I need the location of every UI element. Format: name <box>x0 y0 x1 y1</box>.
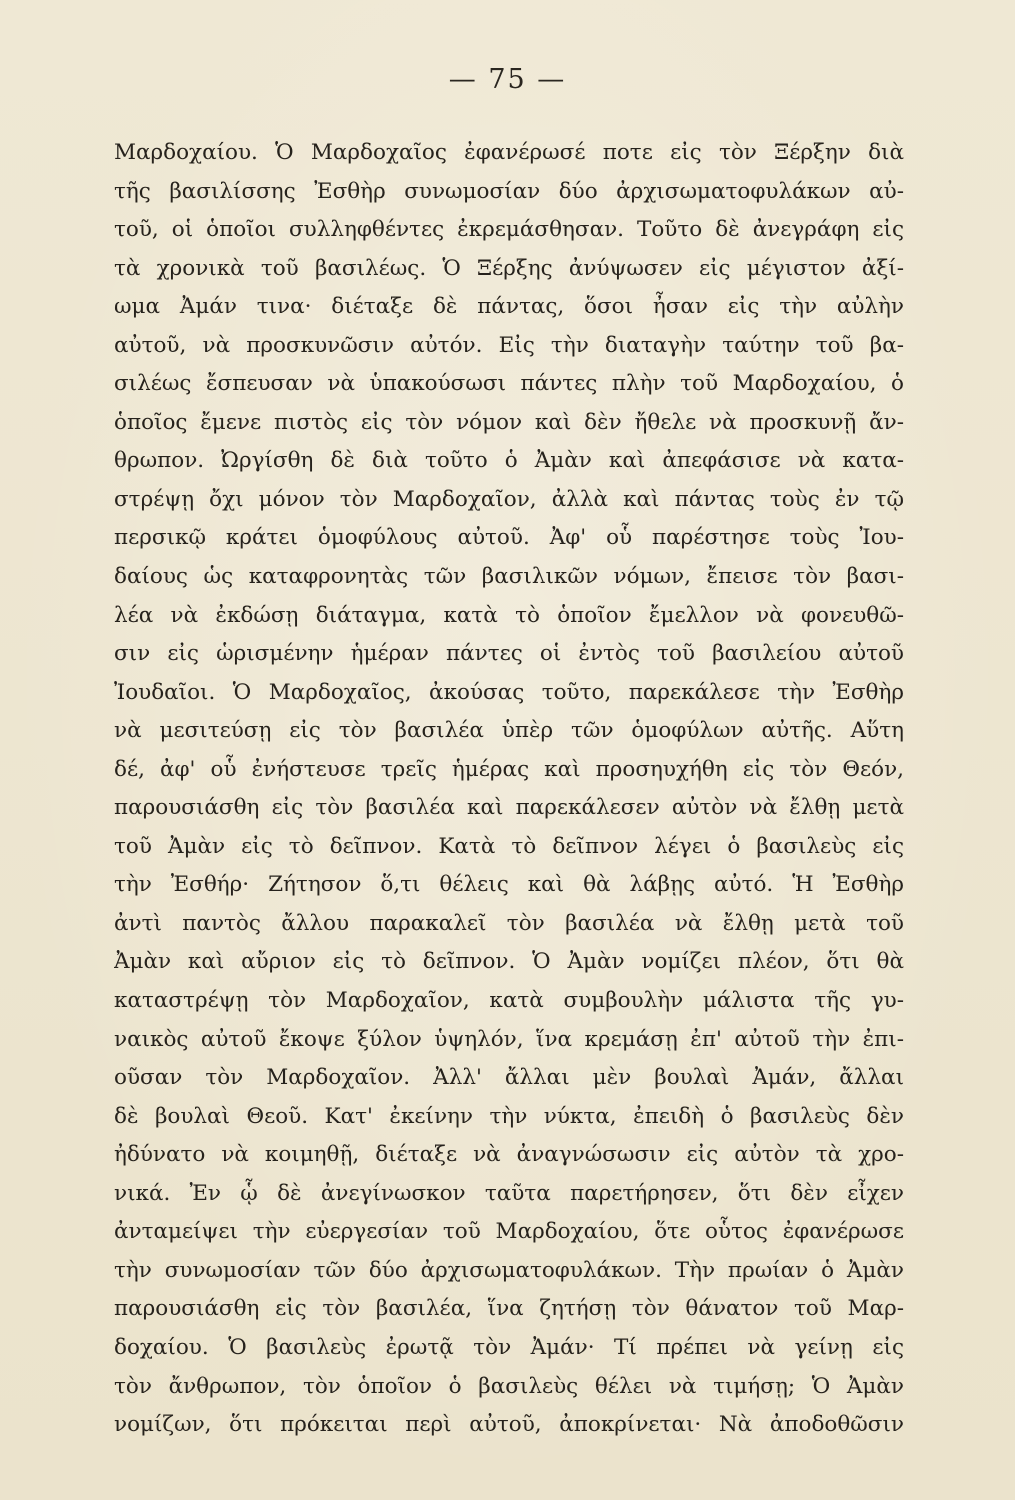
text-line: παρουσιάσθη εἰς τὸν βασιλέα καὶ παρεκάλεσεν αὐτὸν νὰ ἔλθῃ μετὰ <box>114 795 904 821</box>
body-text <box>114 134 904 1445</box>
text-line: παρουσιάσθη εἰς τὸν βασιλέα, ἵνα ζητήσῃ τὸν θάνατον τοῦ Μαρ- <box>114 1296 904 1322</box>
text-line: τὴν συνωμοσίαν τῶν δύο ἀρχισωματοφυλάκων. Τὴν πρωίαν ὁ Ἀμὰν <box>114 1257 904 1283</box>
text-line: καταστρέψῃ τὸν Μαρδοχαῖον, κατὰ συμβουλὴν μάλιστα τῆς γυ- <box>114 988 904 1014</box>
text-line: τὸν ἄνθρωπον, τὸν ὁποῖον ὁ βασιλεὺς θέλει νὰ τιμήσῃ; Ὁ Ἀμὰν <box>114 1373 904 1399</box>
text-line: τοῦ, οἱ ὁποῖοι συλληφθέντες ἐκρεμάσθησαν. Τοῦτο δὲ ἀνεγράφη εἰς <box>114 217 904 243</box>
text-line: Ἀμὰν καὶ αὔριον εἰς τὸ δεῖπνον. Ὁ Ἀμὰν νομίζει πλέον, ὅτι θὰ <box>114 949 904 975</box>
text-line: σιν εἰς ὡρισμένην ἡμέραν πάντες οἱ ἐντὸς τοῦ βασιλείου αὐτοῦ <box>114 641 904 667</box>
text-line: Μαρδοχαίου. Ὁ Μαρδοχαῖος ἐφανέρωσέ ποτε εἰς τὸν Ξέρξην διὰ <box>114 140 904 165</box>
text-line: περσικῷ κράτει ὁμοφύλους αὐτοῦ. Ἀφ' οὗ παρέστησε τοὺς Ἰου- <box>114 525 904 551</box>
text-line: ἠδύνατο νὰ κοιμηθῇ, διέταξε νὰ ἀναγνώσωσιν εἰς αὐτὸν τὰ χρο- <box>114 1142 904 1168</box>
text-line: θρωπον. Ὠργίσθη δὲ διὰ τοῦτο ὁ Ἀμὰν καὶ ἀπεφάσισε νὰ κατα- <box>114 448 904 474</box>
text-line: τὰ χρονικὰ τοῦ βασιλέως. Ὁ Ξέρξης ἀνύψωσεν εἰς μέγιστον ἀξί- <box>114 255 904 281</box>
text-line: νομίζων, ὅτι πρόκειται περὶ αὐτοῦ, ἀποκρίνεται· Νὰ ἀποδοθῶσιν <box>114 1412 904 1438</box>
text-line: νὰ μεσιτεύσῃ εἰς τὸν βασιλέα ὑπὲρ τῶν ὁμοφύλων αὐτῆς. Αὕτη <box>114 718 904 744</box>
text-line: δὲ βουλαὶ Θεοῦ. Κατ' ἐκείνην τὴν νύκτα, ἐπειδὴ ὁ βασιλεὺς δὲν <box>114 1103 904 1129</box>
text-line: αὐτοῦ, νὰ προσκυνῶσιν αὐτόν. Εἰς τὴν διαταγὴν ταύτην τοῦ βα- <box>114 332 904 358</box>
text-line: δέ, ἀφ' οὗ ἐνήστευσε τρεῖς ἡμέρας καὶ προσηυχήθη εἰς τὸν Θεόν, <box>114 756 904 782</box>
text-line: τοῦ Ἀμὰν εἰς τὸ δεῖπνον. Κατὰ τὸ δεῖπνον λέγει ὁ βασιλεὺς εἰς <box>114 833 904 859</box>
text-line: τῆς βασιλίσσης Ἐσθὴρ συνωμοσίαν δύο ἀρχισωματοφυλάκων αὐ- <box>114 178 904 204</box>
page-number: — 75 — <box>448 64 567 95</box>
text-line: ὁποῖος ἔμενε πιστὸς εἰς τὸν νόμον καὶ δὲν ἤθελε νὰ προσκυνῇ ἄν- <box>114 409 904 435</box>
text-line: ναικὸς αὐτοῦ ἔκοψε ξύλον ὑψηλόν, ἵνα κρεμάσῃ ἐπ' αὐτοῦ τὴν ἐπι- <box>114 1026 904 1052</box>
text-line: οῦσαν τὸν Μαρδοχαῖον. Ἀλλ' ἄλλαι μὲν βουλαὶ Ἀμάν, ἄλλαι <box>114 1065 904 1091</box>
text-line: δοχαίου. Ὁ βασιλεὺς ἐρωτᾷ τὸν Ἀμάν· Τί πρέπει νὰ γείνῃ εἰς <box>114 1334 904 1360</box>
text-line: ωμα Ἀμάν τινα· διέταξε δὲ πάντας, ὅσοι ἦσαν εἰς τὴν αὐλὴν <box>114 294 904 320</box>
text-line: ἀνταμείψει τὴν εὐεργεσίαν τοῦ Μαρδοχαίου, ὅτε οὗτος ἐφανέρωσε <box>114 1219 904 1245</box>
text-line: ἀντὶ παντὸς ἄλλου παρακαλεῖ τὸν βασιλέα νὰ ἔλθῃ μετὰ τοῦ <box>114 910 904 936</box>
text-line: σιλέως ἔσπευσαν νὰ ὑπακούσωσι πάντες πλὴν τοῦ Μαρδοχαίου, ὁ <box>114 371 904 397</box>
text-line: στρέψῃ ὄχι μόνον τὸν Μαρδοχαῖον, ἀλλὰ καὶ πάντας τοὺς ἐν τῷ <box>114 486 904 512</box>
text-line: νικά. Ἐν ᾧ δὲ ἀνεγίνωσκον ταῦτα παρετήρησεν, ὅτι δὲν εἶχεν <box>114 1180 904 1206</box>
text-line: δαίους ὡς καταφρονητὰς τῶν βασιλικῶν νόμων, ἔπεισε τὸν βασι- <box>114 564 904 590</box>
text-line: λέα νὰ ἐκδώσῃ διάταγμα, κατὰ τὸ ὁποῖον ἔμελλον νὰ φονευθῶ- <box>114 602 904 628</box>
text-line: τὴν Ἐσθήρ· Ζήτησον ὅ,τι θέλεις καὶ θὰ λάβῃς αὐτό. Ἡ Ἐσθὴρ <box>114 872 904 898</box>
text-line: Ἰουδαῖοι. Ὁ Μαρδοχαῖος, ἀκούσας τοῦτο, παρεκάλεσε τὴν Ἐσθὴρ <box>114 679 904 705</box>
